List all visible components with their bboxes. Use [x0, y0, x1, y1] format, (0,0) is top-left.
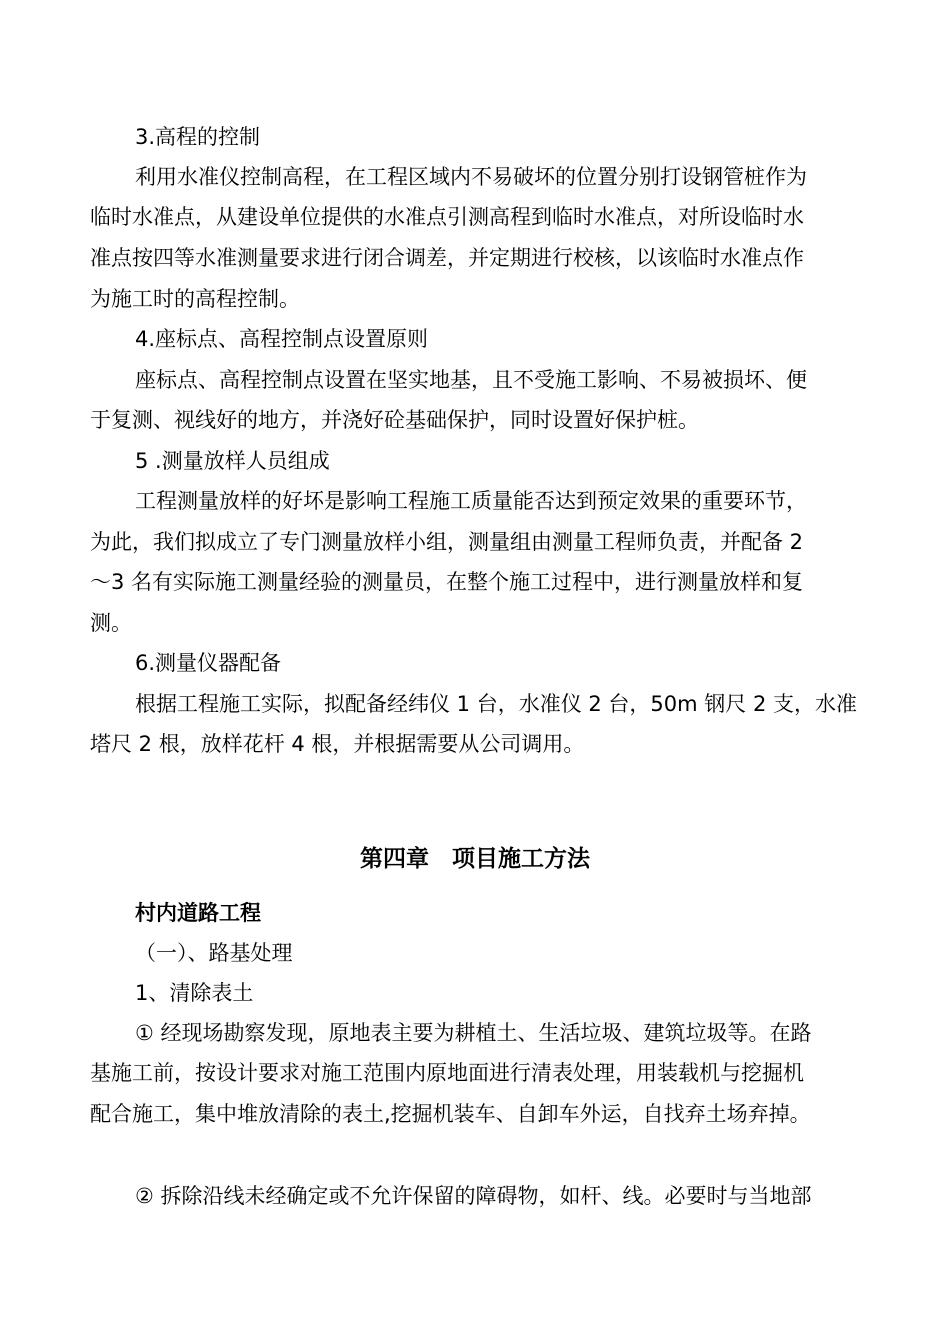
section-6-title: 6.测量仪器配备 — [135, 651, 282, 675]
paragraph-line: 临时水准点，从建设单位提供的水准点引测高程到临时水准点，对所设临时水 — [90, 205, 804, 229]
part-title: （一）、路基处理 — [135, 941, 293, 965]
paragraph-line: 利用水准仪控制高程，在工程区域内不易破坏的位置分别打设钢管桩作为 — [135, 165, 807, 189]
paragraph-line: 根据工程施工实际，拟配备经纬仪 1 台，水准仪 2 台，50m 钢尺 2 支，水准 — [135, 692, 857, 716]
section-5-title: 5 .测量放样人员组成 — [135, 449, 330, 473]
section-3-title: 3.高程的控制 — [135, 125, 261, 149]
paragraph-line: 塔尺 2 根，放样花杆 4 根，并根据需要从公司调用。 — [90, 732, 585, 756]
paragraph-line: 为施工时的高程控制。 — [90, 287, 300, 311]
item-title: 1、清除表土 — [135, 981, 254, 1005]
paragraph-line: ② 拆除沿线未经确定或不允许保留的障碍物，如杆、线。必要时与当地部 — [135, 1184, 812, 1208]
chapter-title: 第四章 项目施工方法 — [360, 846, 590, 872]
section-4-title: 4.座标点、高程控制点设置原则 — [135, 327, 429, 351]
paragraph-line: 测。 — [90, 611, 132, 635]
paragraph-line: 工程测量放样的好坏是影响工程施工质量能否达到预定效果的重要环节， — [135, 489, 807, 513]
paragraph-line: 座标点、高程控制点设置在坚实地基，且不受施工影响、不易被损坏、便 — [135, 368, 807, 392]
paragraph-line: ～3 名有实际施工测量经验的测量员，在整个施工过程中，进行测量放样和复 — [90, 570, 804, 594]
paragraph-line: 为此，我们拟成立了专门测量放样小组，测量组由测量工程师负责，并配备 2 — [90, 530, 804, 554]
paragraph-line: 准点按四等水准测量要求进行闭合调差，并定期进行校核，以该临时水准点作 — [90, 246, 804, 270]
paragraph-line: 于复测、视线好的地方，并浇好砼基础保护，同时设置好保护桩。 — [90, 408, 699, 432]
paragraph-line: 基施工前，按设计要求对施工范围内原地面进行清表处理，用装载机与挖掘机 — [90, 1061, 804, 1085]
paragraph-line: 配合施工，集中堆放清除的表土,挖掘机装车、自卸车外运，自找弃土场弃掉。 — [90, 1102, 811, 1126]
paragraph-line: ① 经现场勘察发现，原地表主要为耕植土、生活垃圾、建筑垃圾等。在路 — [135, 1021, 812, 1045]
chapter-subtitle: 村内道路工程 — [135, 901, 261, 925]
